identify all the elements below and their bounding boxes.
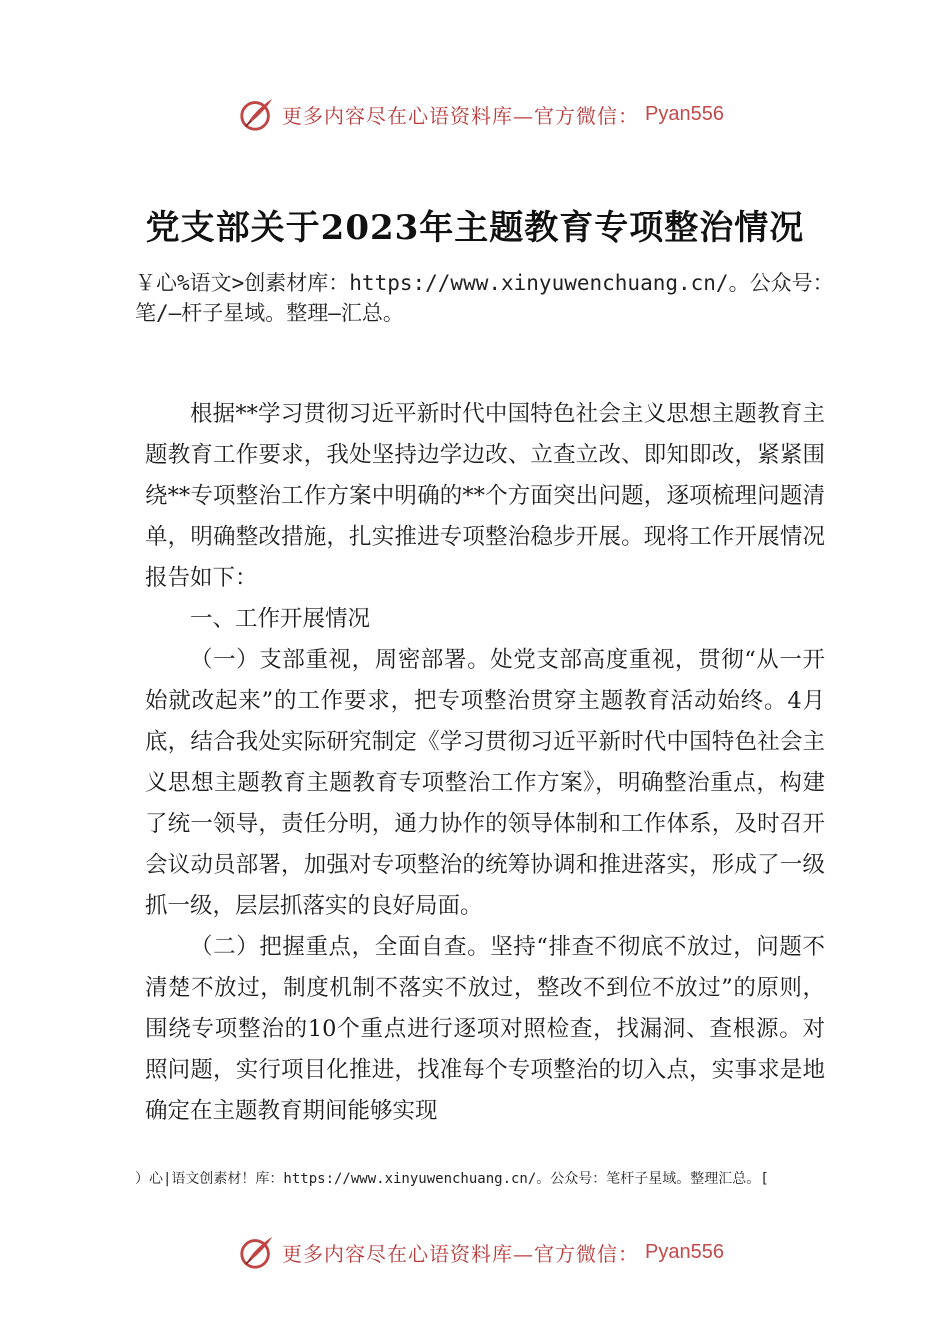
document-title: 党支部关于2023年主题教育专项整治情况 [145,208,805,248]
watermark-top: ￥心%语文>创素材库：https://www.xinyuwenchuang.cn/。公众号：笔/—杆子星域。整理—汇总。 [135,271,834,325]
paragraph-2: （二）把握重点，全面自查。坚持“排查不彻底不放过，问题不清楚不放过，制度机制不落实不放过，整改不到位不放过”的原则，围绕专项整治的10个重点进行逐项对照检查，找漏洞、查根源。对照问题，实行项目化推进，找准每个专项整治的切入点，实事求是地确定在主题教育期间能够实现 [145,934,825,1124]
paragraph-1: （一）支部重视，周密部署。处党支部高度重视，贯彻“从一开始就改起来”的工作要求，把专项整治贯穿主题教育活动始终。4月底，结合我处实际研究制定《学习贯彻习近平新时代中国特色社会主义思想主题教育主题教育专项整治工作方案》，明确整治重点，构建了统一领导，责任分明，通力协作的领导体制和工作体系，及时召开会议动员部署，加强对专项整治的统筹协调和推进落实，形成了一级抓一级，层层抓落实的良好局面。 [145,647,825,919]
paragraph-intro: 根据**学习贯彻习近平新时代中国特色社会主义思想主题教育主题教育工作要求，我处坚持边学边改、立查立改、即知即改，紧紧围绕**专项整治工作方案中明确的**个方面突出问题，逐项梳理问题清单，明确整改措施，扎实推进专项整治稳步开展。现将工作开展情况报告如下： [145,401,825,591]
banner-wechat-id: Pyan556 [645,102,724,125]
banner-wechat-id: Pyan556 [645,1240,724,1263]
document-body [145,394,825,1132]
banner-text: 更多内容尽在心语资料库—官方微信： [282,103,639,128]
footer-banner [238,1230,758,1274]
header-banner [238,92,758,136]
banner-text: 更多内容尽在心语资料库—官方微信： [282,1241,639,1266]
section-heading: 一、工作开展情况 [190,606,371,632]
quill-logo-icon [238,1233,276,1271]
watermark-bottom: ）心|语文创素材！库：https://www.xinyuwenchuang.cn/。公众号：笔杆子星域。整理汇总。[ [135,1171,769,1187]
quill-logo-icon [238,95,276,133]
